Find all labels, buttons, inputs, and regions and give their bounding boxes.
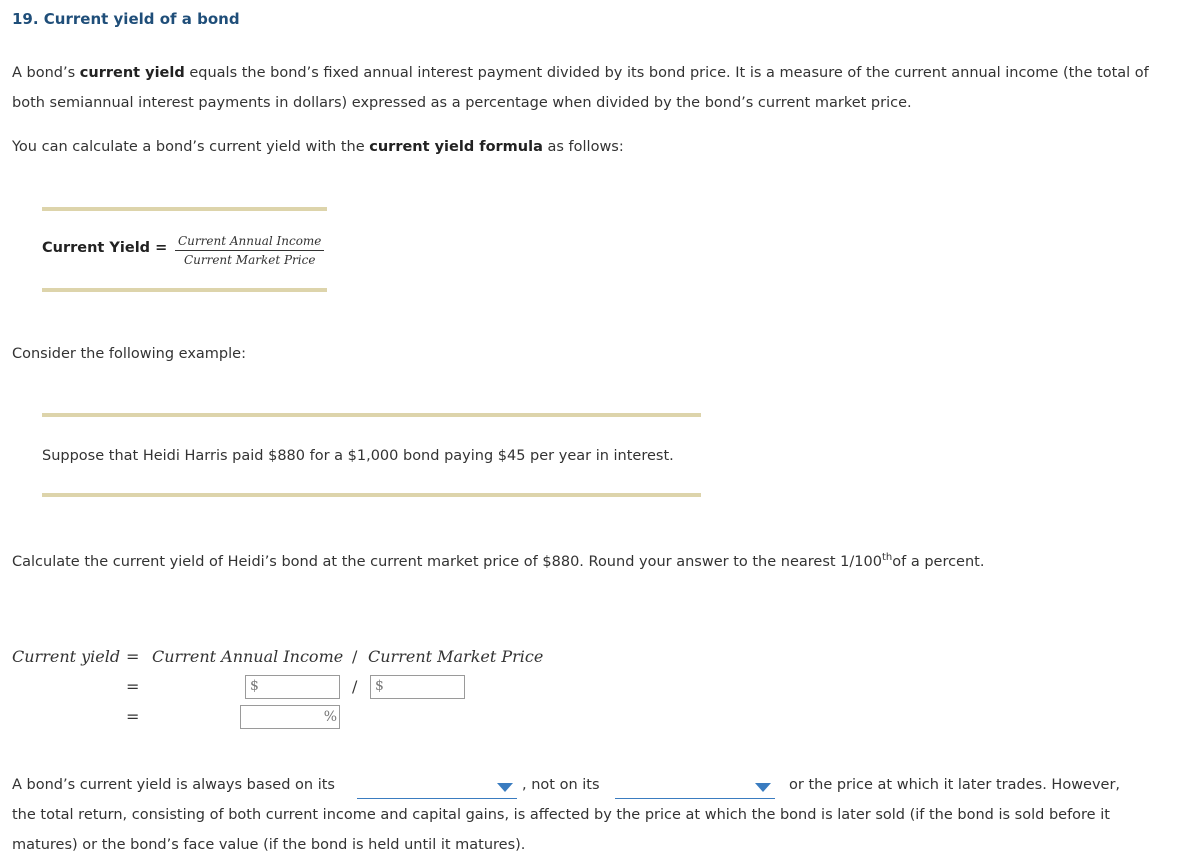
- question-text: Calculate the current yield of Heidi’s bond at the current market price of $880. Round your answer to the nearest 1/100thof a percent.: [12, 552, 985, 570]
- calc-equals-2: =: [126, 677, 140, 696]
- term-current-yield: current yield: [79, 65, 185, 81]
- chevron-down-icon: [755, 783, 771, 792]
- closing-text-b: or the price at which it later trades. However,: [789, 777, 1121, 793]
- price-input[interactable]: [370, 675, 465, 699]
- example-top-rule: [42, 413, 701, 417]
- formula-numerator: Current Annual Income: [175, 234, 324, 251]
- example-bottom-rule: [42, 493, 701, 497]
- yield-input[interactable]: [240, 705, 340, 729]
- example-text: Suppose that Heidi Harris paid $880 for a $1,000 bond paying $45 per year in interest.: [42, 448, 674, 464]
- example-lead: Consider the following example:: [12, 346, 246, 362]
- formula-denominator: Current Market Price: [183, 253, 316, 267]
- chevron-down-icon: [497, 783, 513, 792]
- calc-lhs: Current yield: [12, 647, 121, 666]
- closing-text-a: A bond’s current yield is always based on its: [12, 777, 335, 793]
- closing-text-rest: the total return, consisting of both current income and capital gains, is affected by the price at which the bond is later sold (if the bond is sold before it matures) or the bond’s face value (if the bond is held until it matures).: [12, 807, 1110, 853]
- basis-dropdown[interactable]: [357, 776, 517, 799]
- income-input[interactable]: [245, 675, 340, 699]
- formula-label: Current Yield =: [42, 240, 168, 256]
- question-title: 19. Current yield of a bond: [12, 10, 240, 28]
- calc-rhs-income: Current Annual Income: [152, 647, 344, 666]
- dollar-sign: $: [375, 678, 384, 694]
- calc-equals-1: =: [126, 647, 140, 666]
- not-basis-dropdown[interactable]: [615, 776, 775, 799]
- calc-slash-2: /: [352, 677, 358, 696]
- intro-paragraph: A bond’s current yield equals the bond’s fixed annual interest payment divided by its bond price. It is a measure of the current annual income (the total of both semiannual interest payments in dollars) expressed as a percentage when divided by the bond’s current market price.: [12, 65, 1149, 111]
- closing-text-mid: , not on its: [522, 777, 600, 793]
- calc-equals-3: =: [126, 707, 140, 726]
- formula-top-rule: [42, 207, 327, 211]
- calc-slash-1: /: [352, 647, 358, 666]
- percent-sign: %: [323, 709, 337, 725]
- formula-fraction: [175, 234, 324, 267]
- calc-rhs-price: Current Market Price: [368, 647, 544, 666]
- dollar-sign: $: [250, 678, 259, 694]
- formula-intro-paragraph: You can calculate a bond’s current yield with the current yield formula as follows:: [12, 139, 624, 155]
- term-current-yield-formula: current yield formula: [369, 139, 543, 155]
- formula-bottom-rule: [42, 288, 327, 292]
